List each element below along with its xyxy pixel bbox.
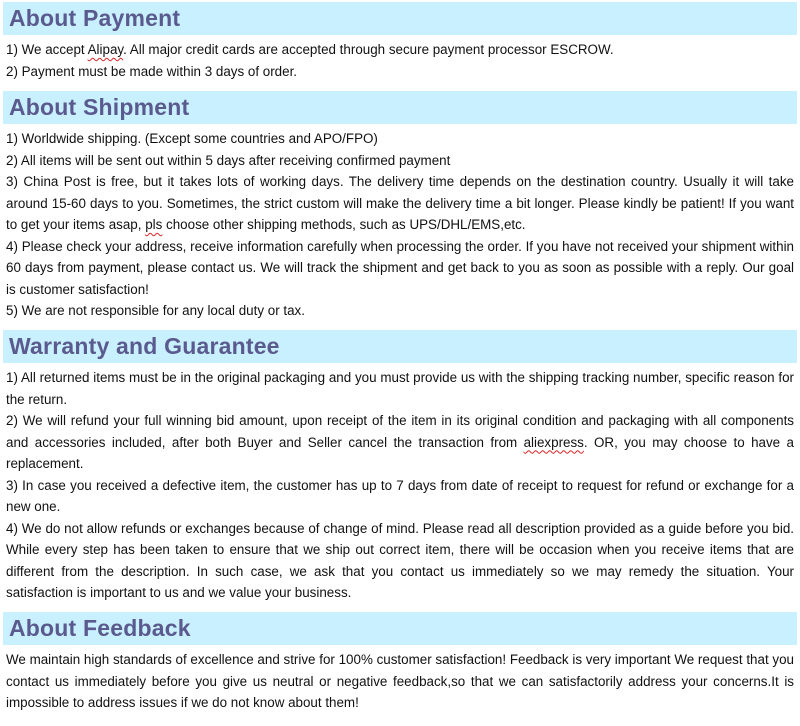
- feedback-body: [0, 645, 800, 718]
- warranty-item-2: [6, 410, 794, 475]
- aliexpress-word: aliexpress: [523, 434, 584, 450]
- shipment-item-3: [6, 171, 794, 236]
- shipment-body: [0, 124, 800, 326]
- shipment-item-1: 1) Worldwide shipping. (Except some countries and APO/FPO): [6, 131, 378, 146]
- shipment-item-2: 2) All items will be sent out within 5 days after receiving confirmed payment: [6, 152, 451, 168]
- warranty-heading: Warranty and Guarantee: [3, 330, 797, 363]
- payment-section: [0, 2, 800, 86]
- shipment-item-5: 5) We are not responsible for any local duty or tax.: [6, 303, 305, 318]
- payment-body: [0, 35, 800, 86]
- feedback-heading: About Feedback: [3, 612, 797, 645]
- payment-line-1-text-c: . All major credit cards are accepted through secure payment processor ESCROW.: [123, 42, 614, 57]
- shipment-item-3-text-a: 3) China Post is free, but it takes lots of working days. The delivery time depends on the destination country. Usually it will take around 15-60 days to you. Sometimes, the strict custom will make the delivery time a bit longer. Please kindly be patient! If you want to get your items asap,: [6, 174, 794, 232]
- warranty-item-4: 4) We do not allow refunds or exchanges because of change of mind. Please read all description provided as a guide before you bid. While every step has been taken to ensure that we ship out correct item, there will be occasion when you receive items that are different from the description. In such case, we ask that you contact us immediately so we may remedy the situation. Your satisfaction is important to us and we value your business.: [6, 520, 794, 600]
- payment-heading: About Payment: [3, 2, 797, 35]
- feedback-section: [0, 612, 800, 718]
- warranty-item-3: 3) In case you received a defective item, the customer has up to 7 days from date of receipt to request for refund or exchange for a new one.: [6, 477, 794, 514]
- payment-line-1-text-a: 1) We accept: [6, 42, 88, 57]
- warranty-item-1: 1) All returned items must be in the original packaging and you must provide us with the shipping tracking number, specific reason for the return.: [6, 370, 794, 407]
- pls-word: pls: [145, 217, 163, 232]
- warranty-item-2-text-a: 2) We will refund your full winning bid amount, upon receipt of the item in its original condition and packaging with all components and accessories included, after both Buyer and Seller cancel the transaction from: [6, 413, 794, 450]
- shipment-section: [0, 91, 800, 326]
- payment-line-2: 2) Payment must be made within 3 days of order.: [6, 63, 298, 79]
- payment-line-1: [6, 39, 794, 61]
- shipment-item-3-text-c: choose other shipping methods, such as UPS/DHL/EMS,etc.: [162, 217, 526, 232]
- shipment-item-4: 4) Please check your address, receive information carefully when processing the order. If you have not received your shipment within 60 days from payment, please contact us. We will track the shipment and get back to you as soon as possible with a reply. Our goal is customer satisfaction!: [6, 238, 794, 297]
- warranty-item-2-text-c: . OR, you may choose to have a replacement.: [6, 434, 794, 471]
- warranty-section: [0, 330, 800, 608]
- alipay-word: Alipay: [87, 42, 124, 57]
- feedback-paragraph: We maintain high standards of excellence and strive for 100% customer satisfaction! Feedback is very important We request that you contact us immediately before you give us neutral or negative feedback,so that we can satisfactorily address your concerns.It is impossible to address issues if we do not know about them!: [6, 652, 794, 710]
- shipment-heading: About Shipment: [3, 91, 797, 124]
- warranty-body: [0, 363, 800, 608]
